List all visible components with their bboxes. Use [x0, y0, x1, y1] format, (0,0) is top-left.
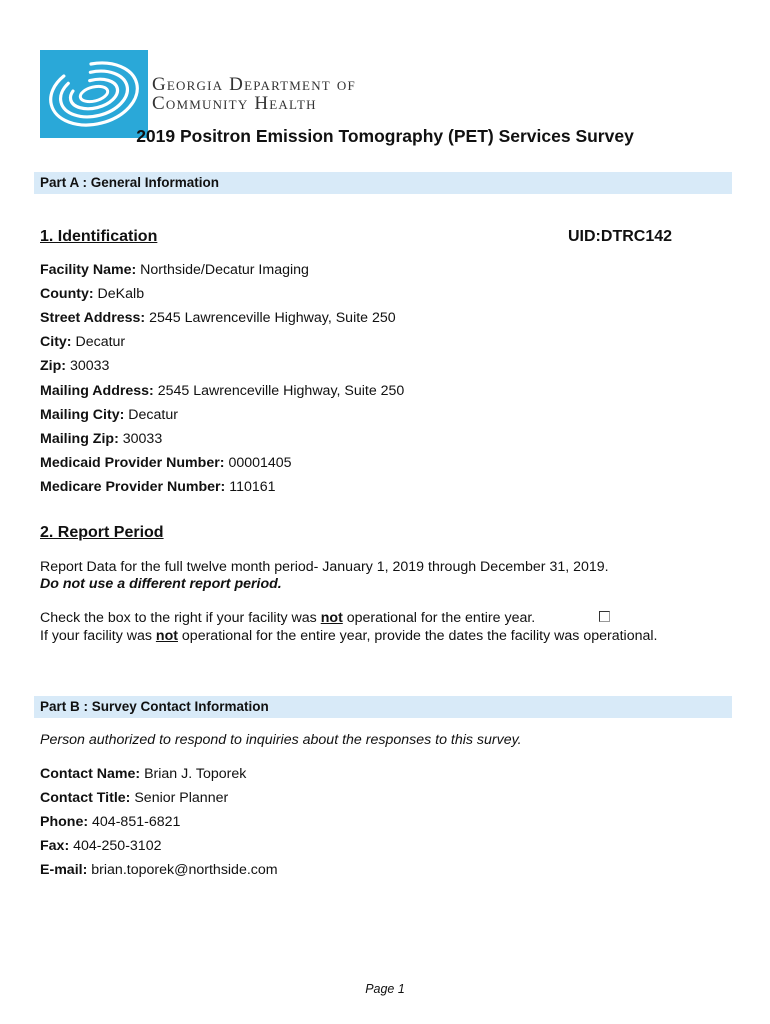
identification-label: County: — [40, 286, 94, 303]
operational-dates-instruction: If your facility was not operational for the entire year, provide the dates the facility was operational. — [40, 628, 658, 644]
identification-value: DeKalb — [97, 286, 145, 303]
page-number: Page 1 — [365, 982, 405, 996]
contact-label: Phone: — [40, 814, 89, 831]
document-title: 2019 Positron Emission Tomography (PET) Services Survey — [136, 126, 634, 146]
logo-line-2: Community Health — [152, 93, 317, 114]
identification-field — [40, 262, 309, 278]
identification-field — [40, 334, 125, 350]
contact-field — [40, 838, 161, 854]
contact-field — [40, 766, 246, 782]
identification-value: 30033 — [69, 358, 110, 375]
part-a-heading: Part A : General Information — [34, 172, 732, 194]
contact-value: Senior Planner — [134, 790, 229, 807]
contact-value: 404-851-6821 — [92, 814, 181, 831]
identification-value: Northside/Decatur Imaging — [140, 262, 309, 278]
contact-label: Fax: — [40, 838, 70, 855]
identification-value: 110161 — [229, 478, 276, 495]
identification-label: Facility Name: — [40, 262, 137, 278]
identification-field — [40, 479, 276, 495]
contact-label: Contact Name: — [40, 766, 141, 782]
contact-field — [40, 814, 180, 830]
contact-field — [40, 862, 278, 878]
report-period-heading: 2. Report Period — [40, 524, 164, 541]
identification-heading: 1. Identification — [40, 228, 158, 245]
identification-field — [40, 455, 292, 471]
identification-label: Mailing City: — [40, 406, 125, 423]
report-period-text: Report Data for the full twelve month period- January 1, 2019 through December 31, 2019. — [40, 559, 609, 575]
identification-value: 2545 Lawrenceville Highway, Suite 250 — [157, 382, 405, 399]
identification-value: 30033 — [122, 430, 163, 447]
not-operational-instruction: Check the box to the right if your facility was not operational for the entire year. — [40, 610, 536, 626]
identification-value: 00001405 — [228, 454, 292, 471]
part-b-intro: Person authorized to respond to inquiries about the responses to this survey. — [40, 732, 522, 748]
contact-value: brian.toporek@northside.com — [91, 862, 278, 879]
identification-value: Decatur — [75, 334, 126, 351]
uid-label: UID:DTRC142 — [568, 228, 673, 245]
logo-line-1: Georgia Department of — [152, 74, 356, 95]
identification-label: Medicare Provider Number: — [40, 478, 226, 495]
contact-field — [40, 790, 228, 806]
contact-value: Brian J. Toporek — [144, 766, 247, 782]
identification-field — [40, 383, 404, 399]
identification-label: Medicaid Provider Number: — [40, 454, 225, 471]
not-operational-checkbox[interactable] — [599, 611, 610, 622]
identification-field — [40, 407, 178, 423]
part-b-heading: Part B : Survey Contact Information — [34, 696, 732, 718]
contact-label: E-mail: — [40, 862, 88, 879]
identification-field — [40, 310, 396, 326]
report-period-warning: Do not use a different report period. — [40, 576, 282, 592]
identification-value: Decatur — [128, 406, 178, 423]
contact-label: Contact Title: — [40, 790, 131, 807]
identification-field — [40, 358, 109, 374]
identification-label: Mailing Address: — [40, 382, 154, 399]
identification-field — [40, 431, 162, 447]
identification-label: Street Address: — [40, 310, 146, 327]
contact-value: 404-250-3102 — [73, 838, 162, 855]
identification-label: Mailing Zip: — [40, 430, 119, 447]
identification-value: 2545 Lawrenceville Highway, Suite 250 — [149, 310, 396, 327]
identification-label: Zip: — [40, 358, 66, 375]
identification-label: City: — [40, 334, 72, 351]
dch-logo-icon — [40, 50, 148, 138]
identification-field — [40, 286, 144, 302]
